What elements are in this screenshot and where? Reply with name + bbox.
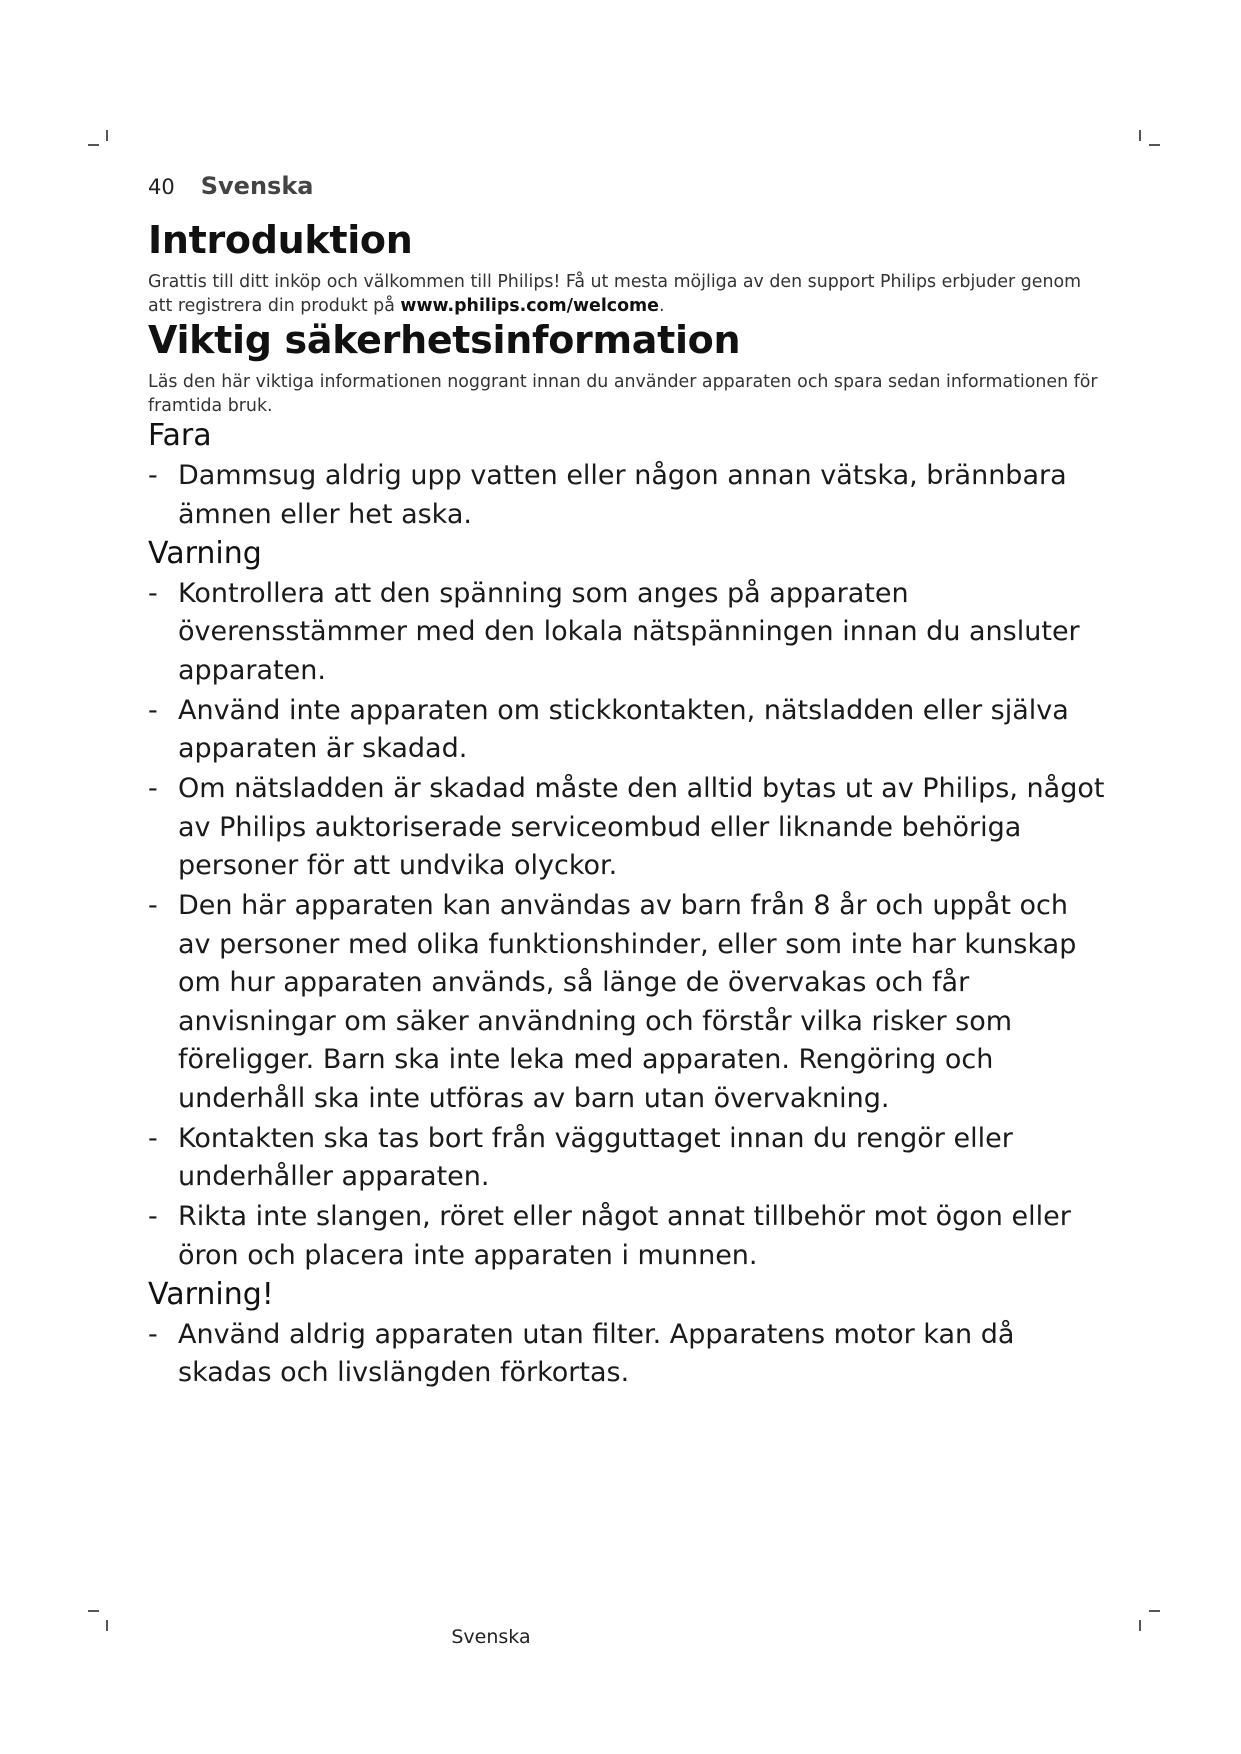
intro-text-end: . [658,296,665,316]
varning-item [148,1198,1108,1275]
fara-item-text: Dammsug aldrig upp vatten eller någon annan vätska, brännbara ämnen eller het aska. [178,460,1067,530]
varning-item-text: Rikta inte slangen, röret eller något annat tillbehör mot ögon eller öron och placera inte apparaten i munnen. [178,1201,1071,1271]
fara-list [148,457,1108,534]
crop-mark-top-left-v [106,130,108,141]
crop-mark-top-right-v [1139,130,1141,141]
header-language: Svenska [200,172,314,200]
crop-mark-top-right-h [1149,144,1160,146]
varning-item-text: Om nätsladden är skadad måste den alltid bytas ut av Philips, något av Philips auktoriserade serviceombud eller liknande behöriga personer för att undvika olyckor. [178,773,1105,881]
main-content [148,218,1108,1394]
intro-text [148,270,1108,318]
varning-heading: Varning [148,535,262,571]
bullet-dash: - [148,890,158,921]
fara-item [148,457,1108,534]
safety-text: Läs den här viktiga informationen noggrant innan du använder apparaten och spara sedan informationen för framtida bruk. [148,372,1098,416]
varning-item-text: Använd inte apparaten om stickkontakten, nätsladden eller själva apparaten är skadad. [178,694,1069,764]
varning2-heading: Varning! [148,1276,274,1312]
crop-mark-bottom-right-v [1139,1620,1141,1631]
bullet-dash: - [148,773,158,804]
varning2-item-text: Använd aldrig apparaten utan filter. Apparatens motor kan då skadas och livslängden förkortas. [178,1318,1015,1388]
page-footer: Svenska [451,1626,531,1648]
bullet-dash: - [148,1318,158,1350]
page-number: 40 [148,175,175,199]
intro-text-start: Grattis till ditt inköp och välkommen till Philips! Få ut mesta möjliga av den support Philips erbjuder genom att registrera din produkt på [148,272,1082,316]
crop-mark-top-left-h [88,144,99,146]
varning-item-text: Kontrollera att den spänning som anges på apparaten överensstämmer med den lokala nätspänningen innan du ansluter apparaten. [178,577,1080,686]
varning-item [148,887,1108,1118]
varning2-list [148,1316,1108,1393]
bullet-dash: - [148,577,158,609]
varning2-item [148,1316,1108,1393]
philips-welcome-link[interactable]: www.philips.com/welcome [400,296,659,316]
safety-heading: Viktig säkerhetsinformation [148,318,741,362]
intro-heading: Introduktion [148,218,413,262]
page-header [148,172,313,200]
crop-mark-bottom-left-h [88,1610,99,1612]
varning-item-text: Kontakten ska tas bort från vägguttaget innan du rengör eller underhåller apparaten. [178,1122,1013,1192]
bullet-dash: - [148,694,158,726]
varning-item [148,575,1108,691]
crop-mark-bottom-right-h [1149,1610,1160,1612]
varning-item-text: Den här apparaten kan användas av barn från 8 år och uppåt och av personer med olika funktionshinder, eller som inte har kunskap om hur apparaten används, så länge de övervakas och får anvisningar om säker användning och förstår vilka risker som föreligger. Barn ska inte leka med apparaten. Rengöring och underhåll ska inte utföras av barn utan övervakning. [178,890,1077,1114]
varning-item [148,1120,1108,1197]
varning-item [148,770,1108,886]
varning-list [148,575,1108,1276]
bullet-dash: - [148,1122,158,1154]
fara-heading: Fara [148,418,212,453]
bullet-dash: - [148,1201,158,1232]
bullet-dash: - [148,460,158,491]
varning-item [148,692,1108,769]
